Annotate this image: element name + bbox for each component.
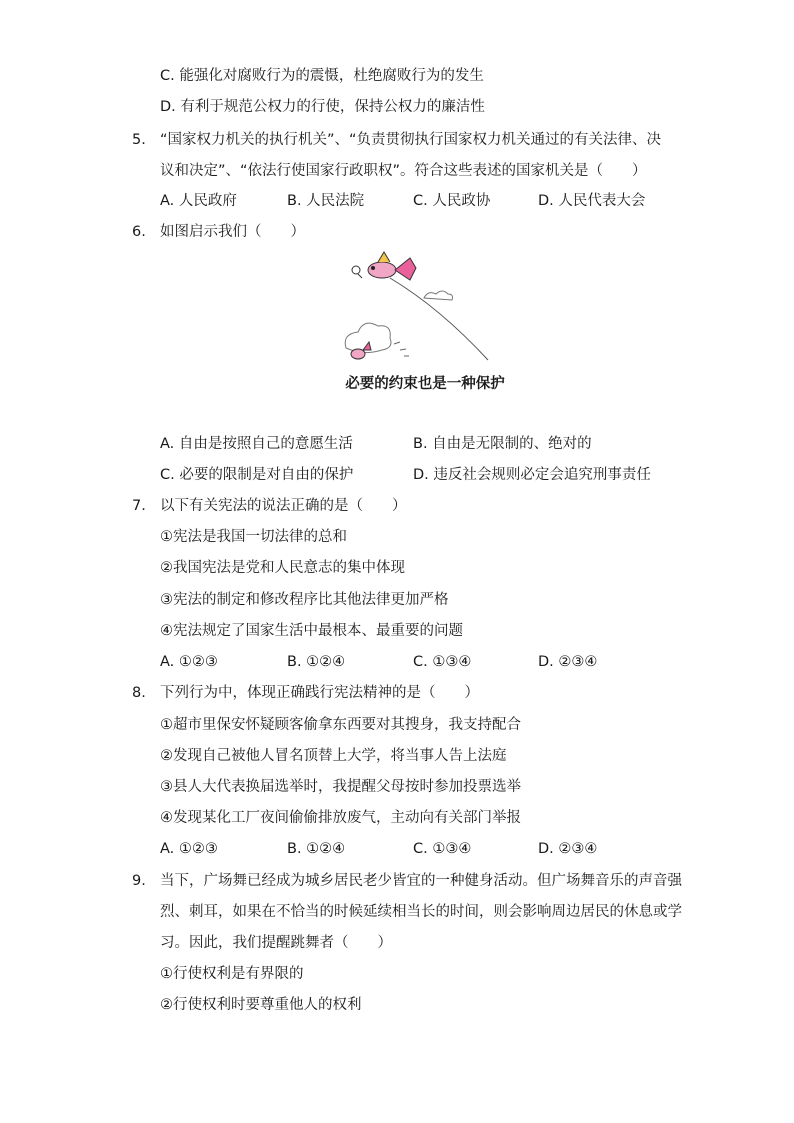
q8-option-c: C. ①③④ <box>413 841 472 857</box>
q7-option-b: B. ①②④ <box>287 654 346 670</box>
figure-caption: 必要的约束也是一种保护 <box>345 376 505 392</box>
q5-option-b: B. 人民法院 <box>287 193 365 209</box>
q8-option-b: B. ①②④ <box>287 841 346 857</box>
q5-option-d: D. 人民代表大会 <box>538 193 646 209</box>
q8-item-1: ①超市里保安怀疑顾客偷拿东西要对其搜身，我支持配合 <box>160 717 521 733</box>
q5-option-c: C. 人民政协 <box>413 193 491 209</box>
q6-option-b: B. 自由是无限制的、绝对的 <box>413 436 592 452</box>
q6-stem: 如图启示我们（ ） <box>160 224 305 240</box>
q7-item-3: ③宪法的制定和修改程序比其他法律更加严格 <box>160 592 449 608</box>
q6-option-c: C. 必要的限制是对自由的保护 <box>160 467 354 483</box>
q9-item-2: ②行使权利时要尊重他人的权利 <box>160 997 362 1013</box>
q7-option-d: D. ②③④ <box>538 654 598 670</box>
tethered-kite-icon <box>352 252 416 280</box>
q9-stem-line2: 烈、刺耳，如果在不恰当的时候延续相当长的时间，则会影响周边居民的休息或学 <box>160 904 682 920</box>
q8-option-a: A. ①②③ <box>160 841 218 857</box>
q8-item-4: ④发现某化工厂夜间偷偷排放废气，主动向有关部门举报 <box>160 810 521 826</box>
q6-number: 6. <box>132 224 146 240</box>
q7-item-4: ④宪法规定了国家生活中最根本、最重要的问题 <box>160 623 463 639</box>
q7-number: 7. <box>132 498 146 514</box>
q7-option-a: A. ①②③ <box>160 654 218 670</box>
q7-stem: 以下有关宪法的说法正确的是（ ） <box>160 498 407 514</box>
q8-option-d: D. ②③④ <box>538 841 598 857</box>
q5-stem-line1: “国家权力机关的执行机关”、“负责贯彻执行国家权力机关通过的有关法律、决 <box>160 132 662 148</box>
q6-option-d: D. 违反社会规则必定会追究刑事责任 <box>413 467 651 483</box>
q8-item-3: ③县人大代表换届选举时，我提醒父母按时参加投票选举 <box>160 779 521 795</box>
q5-option-a: A. 人民政府 <box>160 193 237 209</box>
q4-option-c: C. 能强化对腐败行为的震慑，杜绝腐败行为的发生 <box>160 68 484 84</box>
q7-item-2: ②我国宪法是党和人民意志的集中体现 <box>160 560 405 576</box>
q5-number: 5. <box>132 132 146 148</box>
q6-option-a: A. 自由是按照自己的意愿生活 <box>160 436 353 452</box>
q4-option-d: D. 有利于规范公权力的行使，保持公权力的廉洁性 <box>160 99 485 115</box>
q9-stem-line1: 当下，广场舞已经成为城乡居民老少皆宜的一种健身活动。但广场舞音乐的声音强 <box>160 873 682 889</box>
q7-option-c: C. ①③④ <box>413 654 472 670</box>
q8-item-2: ②发现自己被他人冒名顶替上大学，将当事人告上法庭 <box>160 748 507 764</box>
q9-stem-line3: 习。因此，我们提醒跳舞者（ ） <box>160 935 392 951</box>
q7-item-1: ①宪法是我国一切法律的总和 <box>160 529 347 545</box>
q5-stem-line2: 议和决定”、“依法行使国家行政职权”。符合这些表述的国家机关是（ ） <box>160 163 647 179</box>
q8-stem: 下列行为中，体现正确践行宪法精神的是（ ） <box>160 685 479 701</box>
q9-item-1: ①行使权利是有界限的 <box>160 966 304 982</box>
q8-number: 8. <box>132 685 146 701</box>
q9-number: 9. <box>132 873 146 889</box>
